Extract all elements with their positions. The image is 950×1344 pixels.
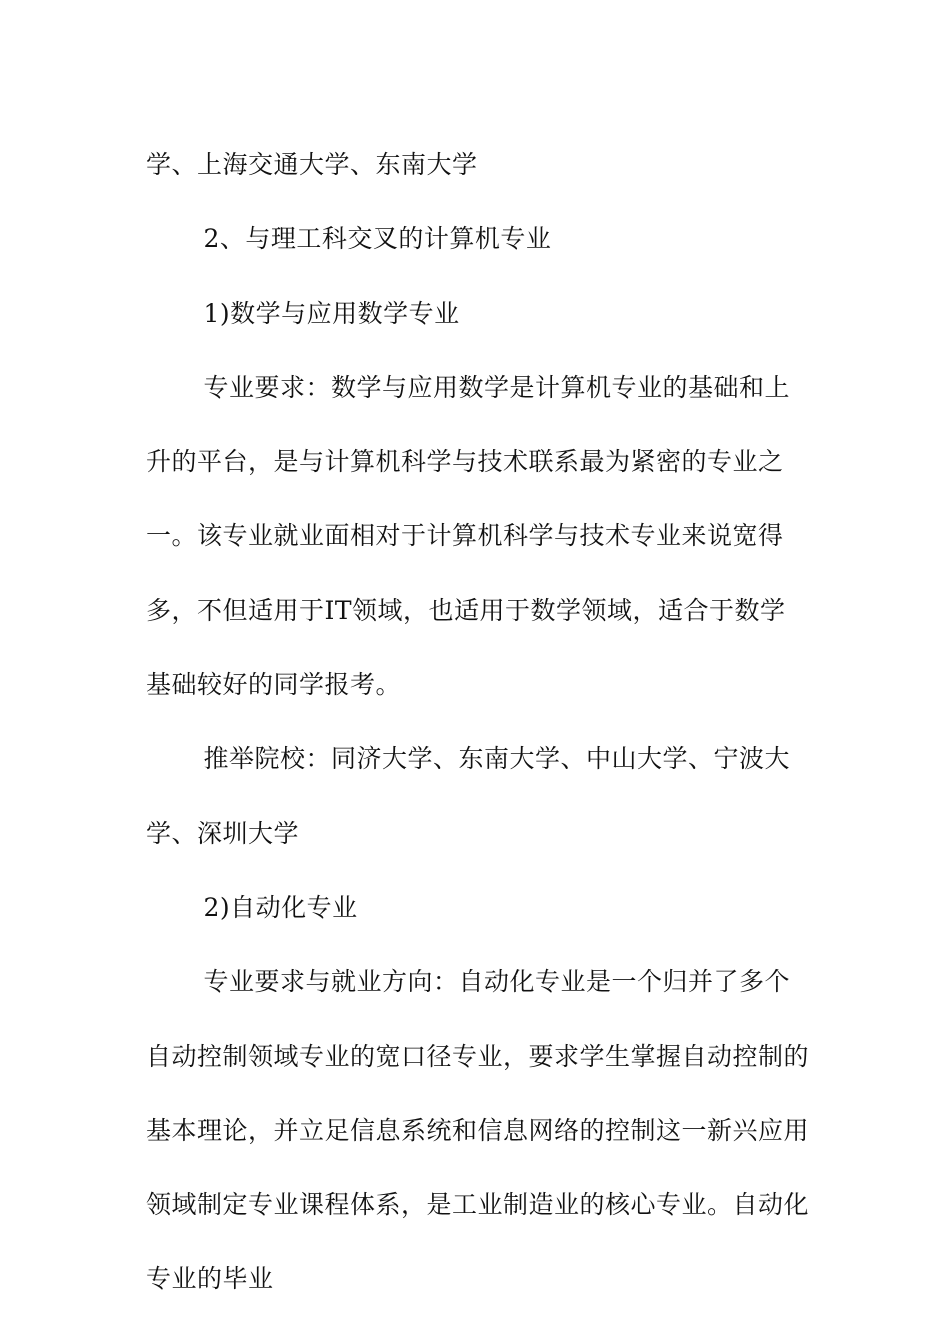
- subheading-math-major: 1)数学与应用数学专业: [203, 298, 460, 328]
- paragraph-university-list-continued: 学、上海交通大学、东南大学: [146, 150, 478, 179]
- document-body: [146, 128, 810, 1317]
- subheading-automation-major: 2)自动化专业: [203, 892, 358, 922]
- section-heading-cross-disciplinary: 2、与理工科交叉的计算机专业: [203, 224, 552, 254]
- paragraph-automation-requirements: 专业要求与就业方向：自动化专业是一个归并了多个自动控制领域专业的宽口径专业，要求学生掌握自动控制的基本理论，并立足信息系统和信息网络的控制这一新兴应用领域制定专业课程体系，是工业制造业的核心专业。自动化专业的毕业: [146, 967, 810, 1294]
- paragraph-math-requirements: 专业要求：数学与应用数学是计算机专业的基础和上升的平台，是与计算机科学与技术联系最为紧密的专业之一。该专业就业面相对于计算机科学与技术专业来说宽得多，不但适用于IT领域，也适用于数学领域，适合于数学基础较好的同学报考。: [146, 372, 791, 700]
- paragraph-math-recommended-schools: 推举院校：同济大学、东南大学、中山大学、宁波大学、深圳大学: [146, 744, 791, 848]
